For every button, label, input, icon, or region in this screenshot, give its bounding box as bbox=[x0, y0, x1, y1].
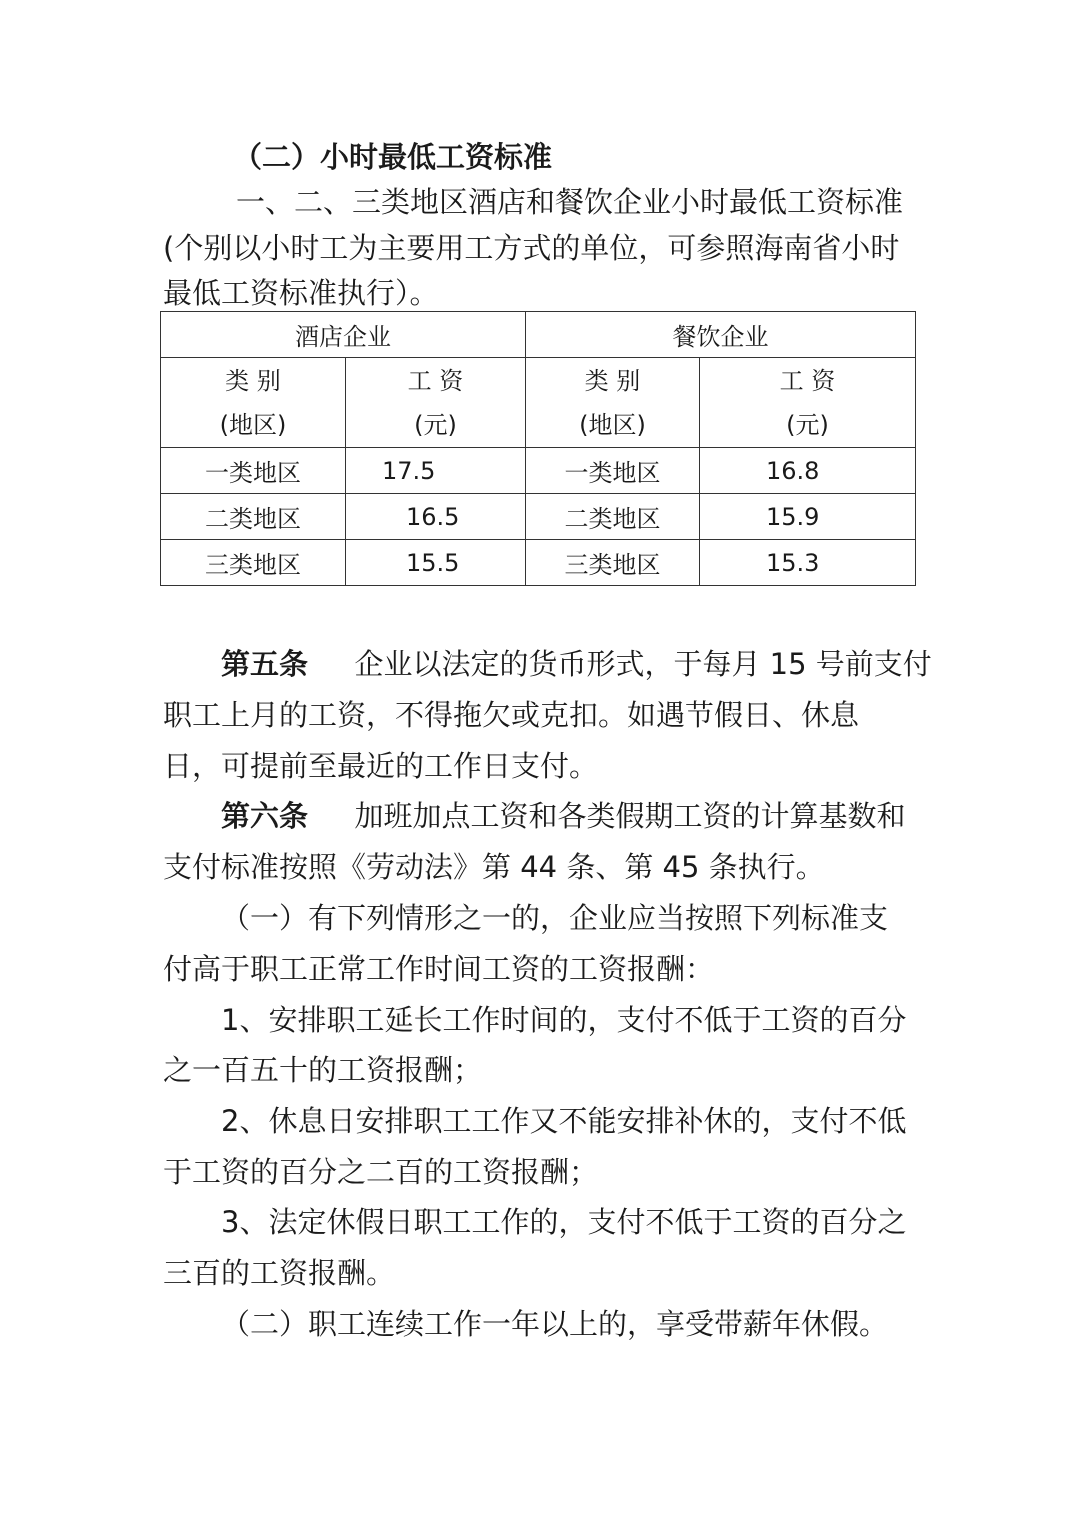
article6-label: 第六条 bbox=[221, 799, 309, 833]
hotel-region-cell: 二类地区 bbox=[161, 494, 346, 540]
paragraph-line: 付高于职工正常工作时间工资的工资报酬： bbox=[163, 952, 715, 986]
food-group-header: 餐饮企业 bbox=[526, 312, 916, 358]
food-wage-cell: 16.8 bbox=[700, 448, 916, 494]
article6-text: 加班加点工资和各类假期工资的计算基数和 bbox=[354, 799, 906, 833]
intro-line-2: (个别以小时工为主要用工方式的单位，可参照海南省小时 bbox=[163, 231, 900, 265]
article5-line-2: 职工上月的工资，不得拖欠或克扣。如遇节假日、休息 bbox=[163, 698, 860, 732]
section-title: （二）小时最低工资标准 bbox=[233, 140, 553, 174]
category-header-line-1: 类 别 bbox=[225, 366, 281, 395]
hotel-wage-header bbox=[346, 358, 526, 448]
article6-line-1 bbox=[221, 796, 905, 836]
paragraph-line: （一）有下列情形之一的，企业应当按照下列标准支 bbox=[221, 901, 889, 935]
paragraph-line: 2、休息日安排职工工作又不能安排补休的，支付不低 bbox=[221, 1104, 907, 1138]
paragraph-line: 于工资的百分之二百的工资报酬； bbox=[163, 1155, 599, 1189]
hotel-wage-cell: 17.5 bbox=[346, 448, 526, 494]
food-wage-header bbox=[700, 358, 916, 448]
hotel-group-header: 酒店企业 bbox=[161, 312, 526, 358]
food-region-cell: 三类地区 bbox=[526, 540, 700, 586]
article5-line-3: 日，可提前至最近的工作日支付。 bbox=[163, 749, 599, 783]
paragraph-line: 三百的工资报酬。 bbox=[163, 1256, 396, 1290]
paragraph-line: 之一百五十的工资报酬； bbox=[163, 1053, 483, 1087]
article5-label: 第五条 bbox=[221, 647, 309, 681]
food-category-header bbox=[526, 358, 700, 448]
category-header-line-1: 类 别 bbox=[584, 366, 641, 395]
food-wage-cell: 15.9 bbox=[700, 494, 916, 540]
paragraph-line: 1、安排职工延长工作时间的，支付不低于工资的百分 bbox=[221, 1003, 907, 1037]
paragraph-line: （二）职工连续工作一年以上的，享受带薪年休假。 bbox=[221, 1307, 889, 1341]
table-row bbox=[161, 540, 916, 586]
hotel-wage-cell: 15.5 bbox=[346, 540, 526, 586]
category-header-line-2: (地区) bbox=[219, 410, 287, 439]
table-row bbox=[161, 494, 916, 540]
intro-line-1: 一、二、三类地区酒店和餐饮企业小时最低工资标准 bbox=[236, 185, 904, 219]
paragraph-line: 3、法定休假日职工工作的，支付不低于工资的百分之 bbox=[221, 1205, 907, 1239]
hotel-category-header bbox=[161, 358, 346, 448]
category-header-line-2: (地区) bbox=[579, 410, 646, 439]
article6-line-2: 支付标准按照《劳动法》第 44 条、第 45 条执行。 bbox=[163, 850, 825, 884]
hotel-wage-cell: 16.5 bbox=[346, 494, 526, 540]
intro-line-3: 最低工资标准执行）。 bbox=[163, 276, 439, 310]
food-wage-cell: 15.3 bbox=[700, 540, 916, 586]
wage-header-line-1: 工 资 bbox=[779, 366, 836, 395]
wage-header-line-2: (元) bbox=[414, 410, 457, 439]
food-region-cell: 二类地区 bbox=[526, 494, 700, 540]
article5-text: 企业以法定的货币形式，于每月 15 号前支付 bbox=[354, 647, 932, 681]
article5-line-1 bbox=[221, 644, 932, 684]
wage-header-line-2: (元) bbox=[786, 410, 829, 439]
food-region-cell: 一类地区 bbox=[526, 448, 700, 494]
hotel-region-cell: 三类地区 bbox=[161, 540, 346, 586]
table-row bbox=[161, 448, 916, 494]
minimum-wage-table bbox=[160, 311, 916, 586]
wage-header-line-1: 工 资 bbox=[407, 366, 464, 395]
hotel-region-cell: 一类地区 bbox=[161, 448, 346, 494]
